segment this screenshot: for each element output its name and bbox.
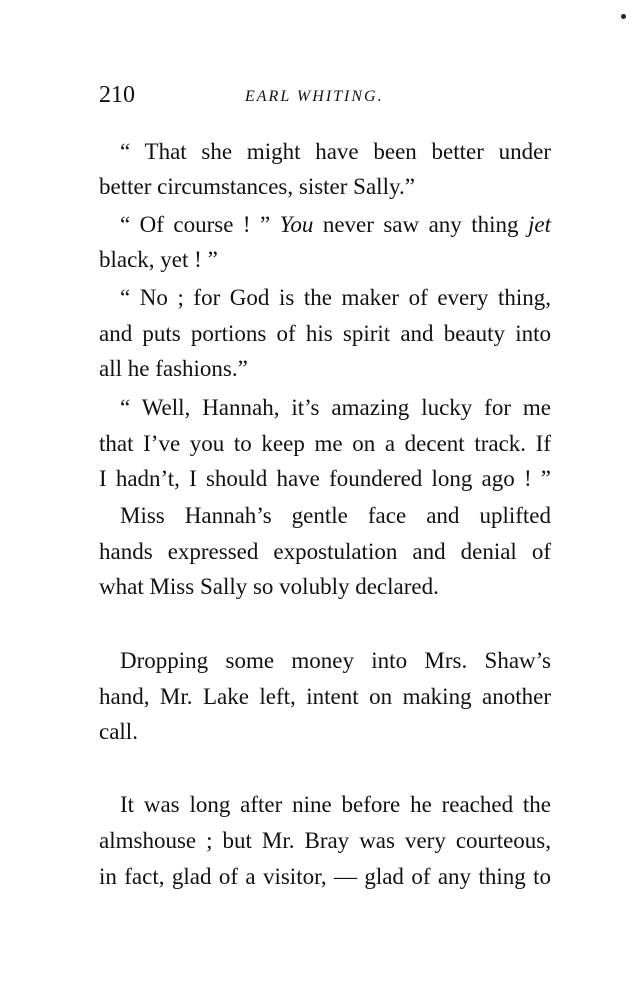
text-line: almshouse ; but Mr. Bray was very courteous, xyxy=(99,828,551,853)
page-number: 210 xyxy=(99,82,135,108)
running-head: EARL WHITING. xyxy=(245,88,384,105)
text-line: all he fashions.” xyxy=(99,356,248,381)
page-header xyxy=(99,78,551,112)
text-run: “ Of course ! ” xyxy=(120,212,280,237)
text-line: “ No ; for God is the maker of every thing, xyxy=(120,285,551,310)
text-line: Miss Hannah’s gentle face and uplifted xyxy=(120,503,551,528)
text-line: black, yet ! ” xyxy=(99,247,218,272)
italic-run: You xyxy=(279,212,314,237)
italic-run: jet xyxy=(528,212,551,237)
text-run: never saw any thing xyxy=(313,212,528,237)
text-line: “ That she might have been better under xyxy=(120,139,551,164)
text-line: hand, Mr. Lake left, intent on making another xyxy=(99,684,551,709)
text-line: It was long after nine before he reached the xyxy=(120,792,551,817)
text-line: in fact, glad of a visitor, — glad of any thing to xyxy=(99,864,551,889)
text-line: and puts portions of his spirit and beauty into xyxy=(99,321,551,346)
text-line: Dropping some money into Mrs. Shaw’s xyxy=(120,648,551,673)
text-line: hands expressed expostulation and denial of xyxy=(99,539,551,564)
text-line xyxy=(120,210,551,240)
text-line: what Miss Sally so volubly declared. xyxy=(99,574,439,599)
text-line: call. xyxy=(99,719,138,744)
ink-speck xyxy=(621,14,626,19)
text-line: that I’ve you to keep me on a decent track. If xyxy=(99,431,551,456)
text-line: “ Well, Hannah, it’s amazing lucky for me xyxy=(120,395,551,420)
text-line: better circumstances, sister Sally.” xyxy=(99,174,415,199)
text-line: I hadn’t, I should have foundered long ago ! ” xyxy=(99,466,551,491)
